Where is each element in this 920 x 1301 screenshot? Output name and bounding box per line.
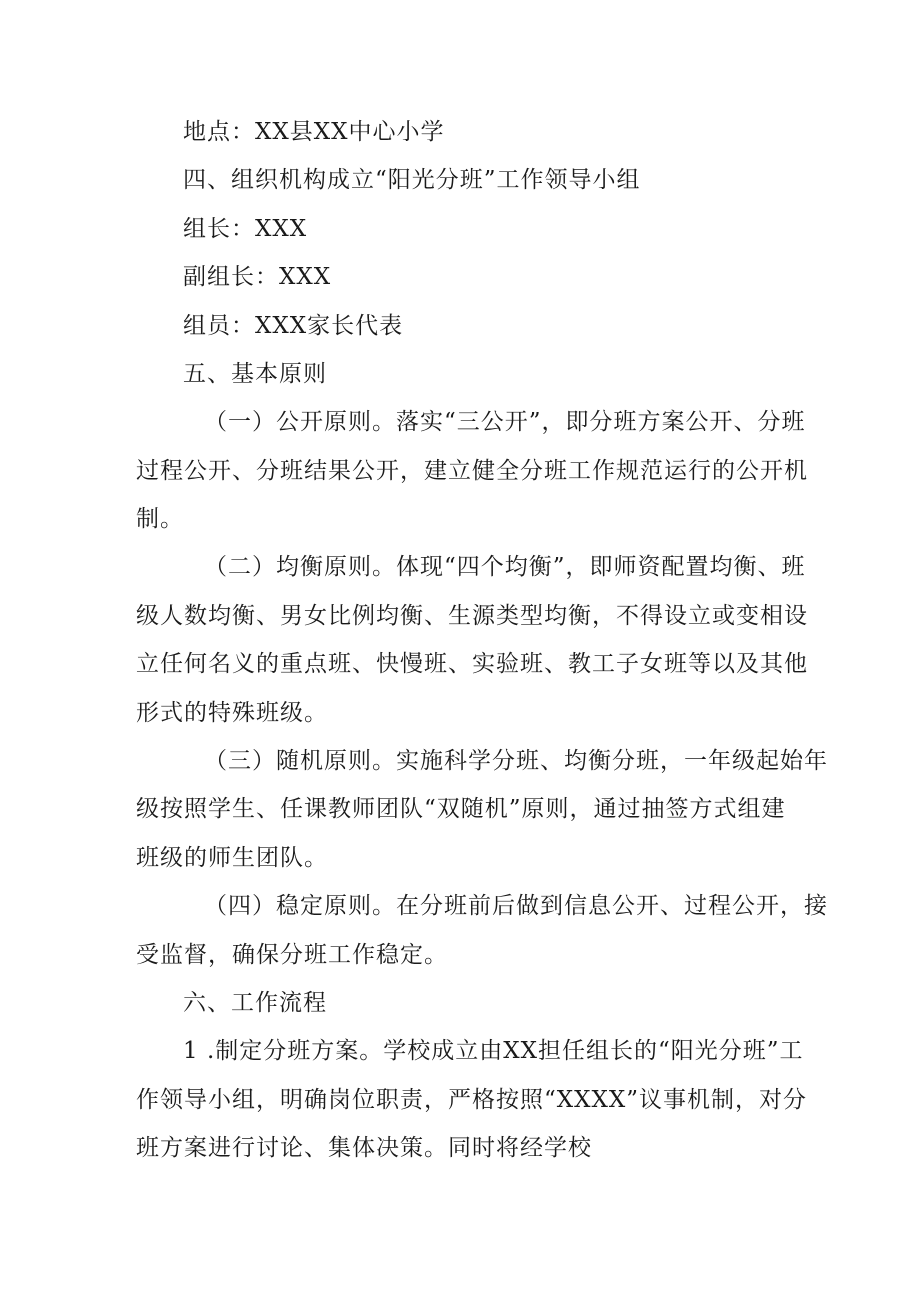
section-heading-workflow: 六、工作流程 — [183, 990, 327, 1016]
principle-3-line-2: 级按照学生、任课教师团队“双随机”原则，通过抽签方式组建 — [136, 796, 786, 822]
principle-2-line-4: 形式的特殊班级。 — [136, 700, 328, 726]
step-1-line-1: 1 .制定分班方案。学校成立由XX担任组长的“阳光分班”工 — [183, 1038, 804, 1064]
principle-1-line-3: 制。 — [136, 506, 184, 532]
principle-4-line-1: （四）稳定原则。在分班前后做到信息公开、过程公开，接 — [204, 893, 828, 919]
location-line: 地点：XX县XX中心小学 — [183, 119, 445, 145]
step-1-line-3: 班方案进行讨论、集体决策。同时将经学校 — [136, 1135, 592, 1161]
principle-3-line-3: 班级的师生团队。 — [136, 845, 328, 871]
deputy-leader-line: 副组长：XXX — [183, 264, 332, 290]
step-1-line-2: 作领导小组，明确岗位职责，严格按照“XXXX”议事机制，对分 — [136, 1087, 808, 1113]
section-heading-organization: 四、组织机构成立“阳光分班”工作领导小组 — [183, 167, 641, 193]
members-line: 组员：XXX家长代表 — [183, 313, 404, 339]
principle-1-line-1: （一）公开原则。落实“三公开”，即分班方案公开、分班 — [204, 409, 806, 435]
principle-2-line-1: （二）均衡原则。体现“四个均衡”，即师资配置均衡、班 — [204, 554, 806, 580]
principle-4-line-2: 受监督，确保分班工作稳定。 — [136, 942, 448, 968]
principle-1-line-2: 过程公开、分班结果公开，建立健全分班工作规范运行的公开机 — [136, 458, 808, 484]
leader-line: 组长：XXX — [183, 216, 308, 242]
section-heading-principles: 五、基本原则 — [183, 361, 327, 387]
principle-2-line-2: 级人数均衡、男女比例均衡、生源类型均衡，不得设立或变相设 — [136, 603, 808, 629]
principle-3-line-1: （三）随机原则。实施科学分班、均衡分班，一年级起始年 — [204, 748, 828, 774]
principle-2-line-3: 立任何名义的重点班、快慢班、实验班、教工子女班等以及其他 — [136, 651, 808, 677]
